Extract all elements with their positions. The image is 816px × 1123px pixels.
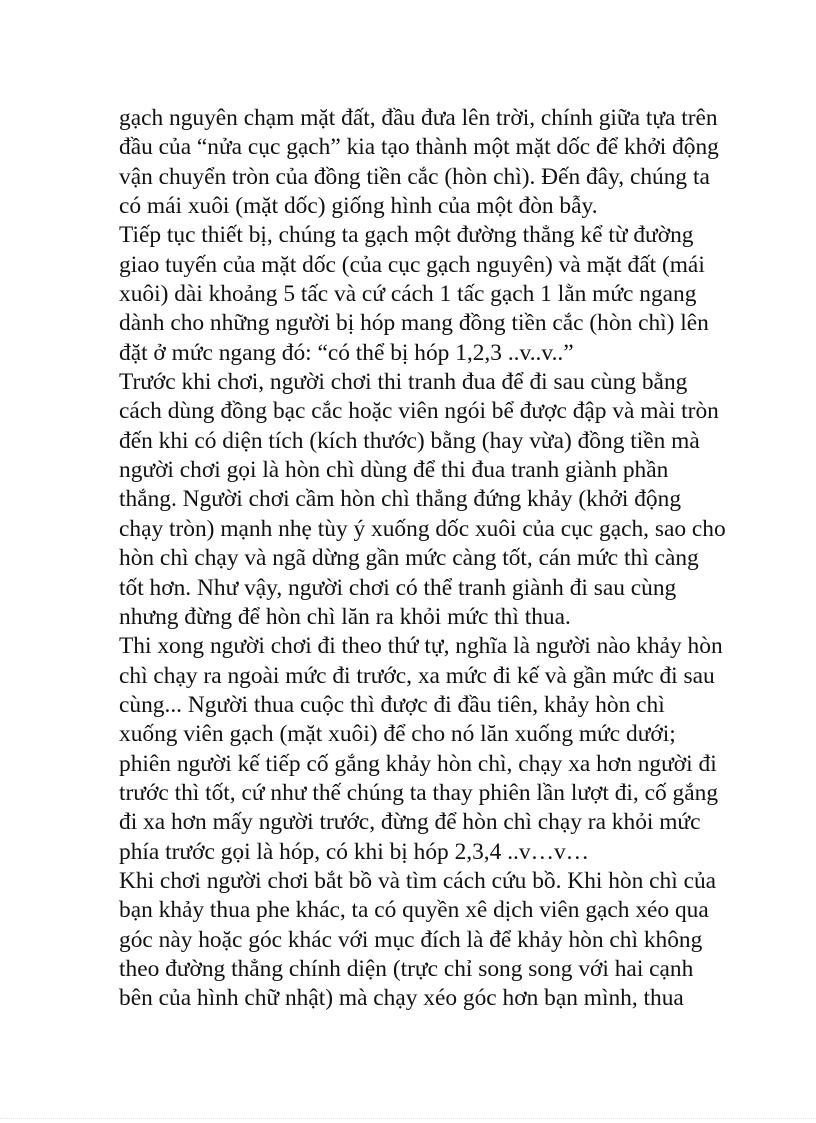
text-line: Tiếp tục thiết bị, chúng ta gạch một đường thẳng kể từ đường: [119, 222, 694, 249]
text-line: nhưng đừng để hòn chì lăn ra khỏi mức thì thua.: [119, 603, 571, 630]
text-line: bạn khảy thua phe khác, ta có quyền xê dịch viên gạch xéo qua: [119, 897, 709, 924]
text-line: đầu của “nửa cục gạch” kia tạo thành một mặt dốc để khởi động: [119, 134, 719, 161]
text-line: dành cho những người bị hóp mang đồng tiền cắc (hòn chì) lên: [119, 310, 709, 337]
text-line: đi xa hơn mấy người trước, đừng để hòn chì chạy ra khỏi mức: [119, 809, 701, 836]
text-line: giao tuyến của mặt dốc (của cục gạch nguyên) và mặt đất (mái: [119, 251, 705, 278]
text-line: gạch nguyên chạm mặt đất, đầu đưa lên trời, chính giữa tựa trên: [119, 105, 718, 131]
text-line: đến khi có diện tích (kích thước) bằng (hay vừa) đồng tiền mà: [119, 427, 700, 454]
text-line: Thi xong người chơi đi theo thứ tự, nghĩa là người nào khảy hòn: [119, 633, 723, 660]
text-line: Trước khi chơi, người chơi thi tranh đua để đi sau cùng bằng: [119, 369, 688, 396]
text-line: theo đường thẳng chính diện (trực chỉ song song với hai cạnh: [119, 955, 694, 982]
text-line: hòn chì chạy và ngã dừng gần mức càng tốt, cán mức thì càng: [119, 545, 699, 572]
text-line: có mái xuôi (mặt dốc) giống hình của một đòn bẫy.: [119, 193, 598, 220]
text-line: cùng... Người thua cuộc thì được đi đầu tiên, khảy hòn chì: [119, 691, 665, 718]
page-bottom-divider: [0, 1118, 816, 1119]
text-line: người chơi gọi là hòn chì dùng để thi đua tranh giành phần: [119, 457, 669, 484]
text-line: chạy tròn) mạnh nhẹ tùy ý xuống dốc xuôi của cục gạch, sao cho: [119, 515, 726, 542]
text-line: xuôi) dài khoảng 5 tấc và cứ cách 1 tấc gạch 1 lằn mức ngang: [119, 281, 697, 308]
text-line: tốt hơn. Như vậy, người chơi có thể tranh giành đi sau cùng: [119, 574, 677, 601]
text-line: góc này hoặc góc khác với mục đích là để khảy hòn chì không: [119, 926, 703, 953]
text-line: cách dùng đồng bạc cắc hoặc viên ngói bể được đập và mài tròn: [119, 398, 719, 425]
body-text: [119, 104, 759, 1014]
text-line: thắng. Người chơi cầm hòn chì thẳng đứng khảy (khởi động: [119, 486, 682, 513]
text-line: vận chuyển tròn của đồng tiền cắc (hòn chì). Đến đây, chúng ta: [119, 163, 710, 190]
text-line: xuống viên gạch (mặt xuôi) để cho nó lăn xuống mức dưới;: [119, 721, 676, 748]
text-line: bên của hình chữ nhật) mà chạy xéo góc hơn bạn mình, thua: [119, 985, 684, 1012]
text-line: trước thì tốt, cứ như thế chúng ta thay phiên lần lượt đi, cố gắng: [119, 779, 719, 806]
text-line: phía trước gọi là hóp, có khi bị hóp 2,3,4 ..v…v…: [119, 838, 590, 865]
text-line: đặt ở mức ngang đó: “có thể bị hóp 1,2,3 ..v..v..”: [119, 339, 574, 366]
text-line: Khi chơi người chơi bắt bồ và tìm cách cứu bồ. Khi hòn chì của: [119, 867, 717, 894]
text-line: phiên người kế tiếp cố gắng khảy hòn chì, chạy xa hơn người đi: [119, 750, 717, 777]
text-line: chì chạy ra ngoài mức đi trước, xa mức đi kế và gần mức đi sau: [119, 662, 715, 689]
